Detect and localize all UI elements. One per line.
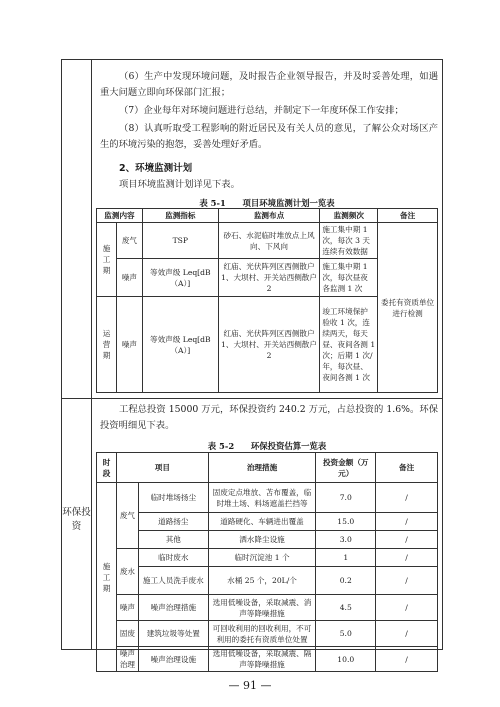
table-row	[97, 223, 438, 259]
frame-divider	[91, 59, 92, 650]
row-index: 等效声级 Leq[dB（A）]	[142, 259, 218, 297]
row-measure: 固废定点堆放、苫布覆盖，临时堆土场、料场遮盖拦挡等	[208, 483, 316, 513]
row-note: /	[376, 513, 438, 531]
row-amount: 10.0	[316, 647, 376, 672]
table-row	[97, 513, 438, 531]
row-amount: 4.5	[316, 595, 376, 621]
row-frequency: 施工集中期 1 次，每次 3 天连续有效数据	[320, 223, 378, 259]
row-amount: 0.2	[316, 567, 376, 595]
row-amount: 5.0	[316, 621, 376, 647]
row-note: /	[376, 595, 438, 621]
header-amount: 投资金额（万元）	[316, 453, 376, 483]
paragraph-item-8: （8）认真听取受工程影响的附近居民及有关人员的意见，了解公众对场区产生的环境污染的抱怨，妥善处理好矛盾。	[100, 123, 438, 150]
row-note: /	[376, 621, 438, 647]
table-row	[97, 531, 438, 549]
row-item: 临时废水	[138, 549, 208, 567]
row-category: 固废	[116, 621, 138, 647]
side-label-investment: 环保投资	[62, 507, 91, 532]
row-category: 废水	[116, 549, 138, 595]
row-note: /	[376, 531, 438, 549]
row-measure: 水桶 25 个，20L/个	[208, 567, 316, 595]
row-category: 噪声治理	[116, 647, 138, 672]
stage-operation: 运营期	[97, 297, 117, 393]
row-note: /	[376, 483, 438, 513]
paragraph-item-7: （7）企业每年对环境问题进行总结，并制定下一年度环保工作安排；	[119, 105, 404, 116]
row-measure: 洒水降尘设施	[208, 531, 316, 549]
monitoring-table	[96, 208, 438, 393]
row-type: 废气	[116, 223, 142, 259]
monitoring-intro: 项目环境监测计划详见下表。	[119, 179, 240, 190]
row-amount: 7.0	[316, 483, 376, 513]
page-number: — 91 —	[228, 679, 272, 692]
row-points: 砂石、水泥临时堆放点上风向、下风向	[218, 223, 320, 259]
stage-construction: 施工期	[97, 223, 117, 297]
table-5-2-caption: 表 5-2 环保投资估算一览表	[207, 441, 327, 451]
header-remark: 备注	[378, 209, 438, 223]
table-row	[97, 647, 438, 672]
table-row	[97, 621, 438, 647]
investment-text: 工程总投资 15000 万元，环保投资约 240.2 万元，占总投资的 1.6%。环保投资明细见下表。	[100, 404, 438, 431]
row-frequency: 施工集中期 1 次，每次昼夜各监测 1 次	[320, 259, 378, 297]
row-item: 道路扬尘	[138, 513, 208, 531]
investment-table	[96, 452, 438, 672]
row-note: /	[376, 549, 438, 567]
row-note: /	[376, 647, 438, 672]
row-amount: 1	[316, 549, 376, 567]
row-item: 施工人员洗手废水	[138, 567, 208, 595]
row-category: 噪声	[116, 595, 138, 621]
row-category: 废气	[116, 483, 138, 549]
row-note: /	[376, 567, 438, 595]
table-header-row	[97, 209, 438, 223]
table-header-row	[97, 453, 438, 483]
row-amount: 15.0	[316, 513, 376, 531]
row-points: 红庙、光伏阵列区西侧散户 1、大坝村、开关站西侧散户 2	[218, 297, 320, 393]
header-points: 监测布点	[218, 209, 320, 223]
row-amount: 3.0	[316, 531, 376, 549]
row-item: 噪声治理设施	[138, 647, 208, 672]
row-index: 等效声级 Leq[dB（A）]	[142, 297, 218, 393]
row-item: 建筑垃圾等处置	[138, 621, 208, 647]
row-measure: 选用低噪设备，采取减震、隔声等降噪措施	[208, 647, 316, 672]
header-note: 备注	[376, 453, 438, 483]
row-type: 噪声	[116, 259, 142, 297]
paragraph-item-6: （6）生产中发现环境问题，及时报告企业领导报告，并及时妥善处理，如遇重大问题立即向环保部门汇报；	[100, 71, 438, 98]
row-item: 临时堆场扬尘	[138, 483, 208, 513]
stage-label: 施工期	[97, 483, 117, 672]
row-type: 噪声	[116, 297, 142, 393]
row-item: 其他	[138, 531, 208, 549]
row-frequency: 竣工环境保护验收 1 次，连续两天，每天昼、夜间各测 1 次；后期 1 次/年，每次昼、夜间各测 1 次	[320, 297, 378, 393]
row-measure: 选用低噪设备，采取减震、消声等降噪措施	[208, 595, 316, 621]
row-measure: 可回收利用的回收利用，不可利用的委托有资质单位处置	[208, 621, 316, 647]
section-heading-monitoring: 2、环境监测计划	[119, 163, 193, 174]
header-content: 监测内容	[97, 209, 143, 223]
header-stage: 时段	[97, 453, 117, 483]
table-5-1-caption: 表 5-1 项目环境监测计划一览表	[199, 198, 335, 208]
row-points: 红庙、光伏阵列区西侧散户 1、大坝村、开关站西侧散户 2	[218, 259, 320, 297]
section-divider	[61, 398, 443, 399]
table-row	[97, 567, 438, 595]
row-remark: 委托有资质单位进行检测	[378, 223, 438, 393]
header-measure: 治理措施	[208, 453, 316, 483]
table-row	[97, 595, 438, 621]
header-frequency: 监测频次	[320, 209, 378, 223]
header-index: 监测指标	[142, 209, 218, 223]
row-index: TSP	[142, 223, 218, 259]
header-item: 项目	[116, 453, 208, 483]
row-item: 噪声治理措施	[138, 595, 208, 621]
table-row	[97, 549, 438, 567]
row-measure: 道路硬化、车辆进出覆盖	[208, 513, 316, 531]
table-row	[97, 483, 438, 513]
row-measure: 临时沉淀池 1 个	[208, 549, 316, 567]
